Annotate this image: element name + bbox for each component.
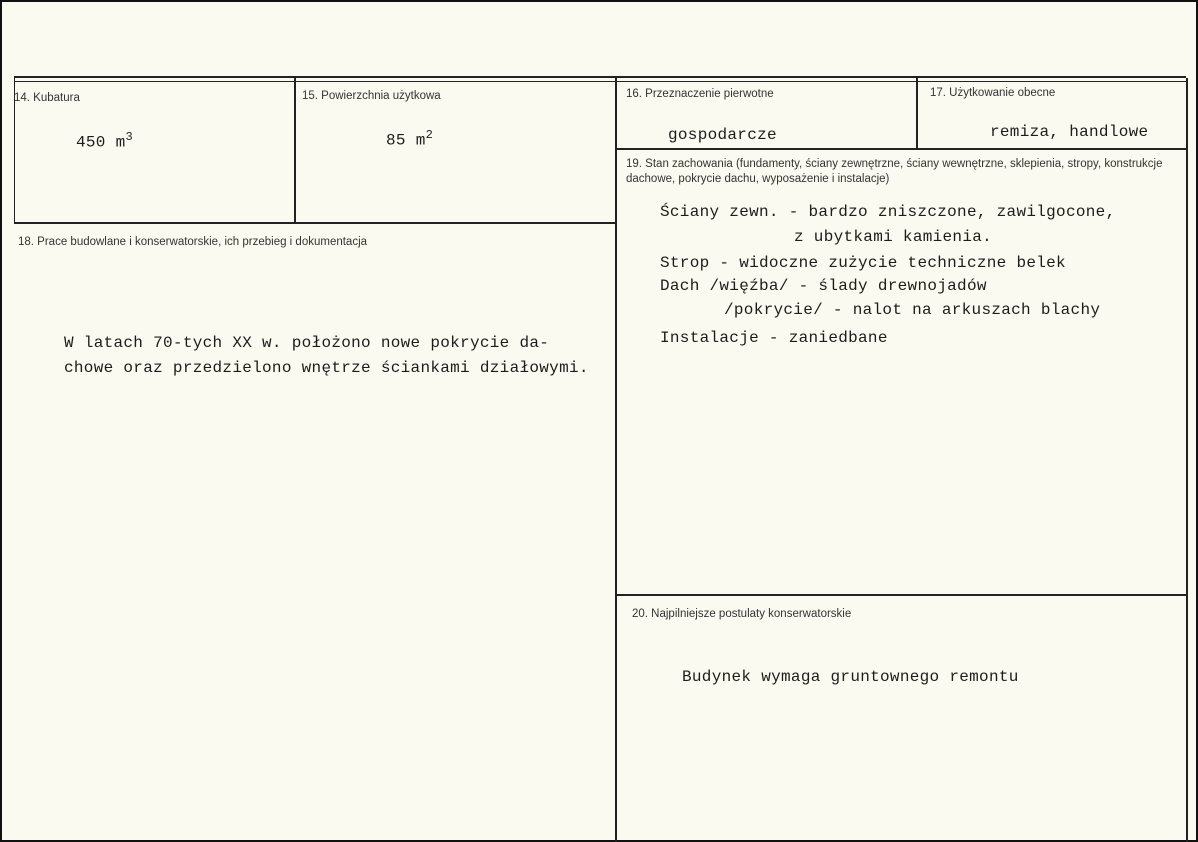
field-14-value (76, 130, 133, 151)
center-divider (615, 78, 617, 842)
field-17-label: 17. Użytkowanie obecne (930, 87, 1056, 99)
field-16-label: 16. Przeznaczenie pierwotne (626, 88, 774, 100)
field-18-line-1: W latach 70-tych XX w. położono nowe pokrycie da- (64, 334, 550, 352)
right-border (1186, 78, 1188, 842)
top-rule (14, 76, 1186, 78)
area-value: 85 m (386, 131, 426, 150)
divider-16-17 (916, 78, 918, 149)
row1-rule-right (616, 148, 1186, 150)
field-19-line-6: Instalacje - zaniedbane (660, 329, 888, 347)
field-19-line-5: /pokrycie/ - nalot na arkuszach blachy (724, 301, 1101, 319)
area-unit-exponent: 2 (425, 128, 434, 142)
field-19-label: 19. Stan zachowania (fundamenty, ściany zewnętrzne, ściany wewnętrzne, sklepienia, stropy, konstrukcje dachowe, pokrycie dachu, wyposażenie i instalacje) (626, 158, 1163, 185)
field-17-value: remiza, handlowe (990, 123, 1149, 141)
field-20-value: Budynek wymaga gruntownego remontu (682, 668, 1019, 686)
field-15-value (386, 128, 433, 149)
divider-14-15 (294, 78, 296, 224)
field-19-line-3: Strop - widoczne zużycie techniczne belek (660, 254, 1066, 272)
field-18-line-2: chowe oraz przedzielono wnętrze ściankami działowymi. (64, 359, 589, 377)
field-20-label: 20. Najpilniejsze postulaty konserwatorskie (632, 608, 852, 620)
field-15-label: 15. Powierzchnia użytkowa (302, 90, 441, 102)
field-19-line-2: z ubytkami kamienia. (794, 228, 993, 246)
field-14-label: 14. Kubatura (14, 92, 80, 104)
volume-value: 450 m (76, 133, 126, 152)
field-19-line-4: Dach /więźba/ - ślady drewnojadów (660, 277, 987, 295)
field-16-value: gospodarcze (668, 126, 777, 144)
row19-bottom-rule (616, 594, 1186, 596)
field-18-label: 18. Prace budowlane i konserwatorskie, ich przebieg i dokumentacja (18, 236, 368, 248)
field-19-line-1: Ściany zewn. - bardzo zniszczone, zawilgocone, (660, 203, 1116, 221)
top-rule-2 (14, 81, 1186, 82)
volume-unit-exponent: 3 (125, 130, 134, 144)
row1-rule-left (14, 222, 616, 224)
